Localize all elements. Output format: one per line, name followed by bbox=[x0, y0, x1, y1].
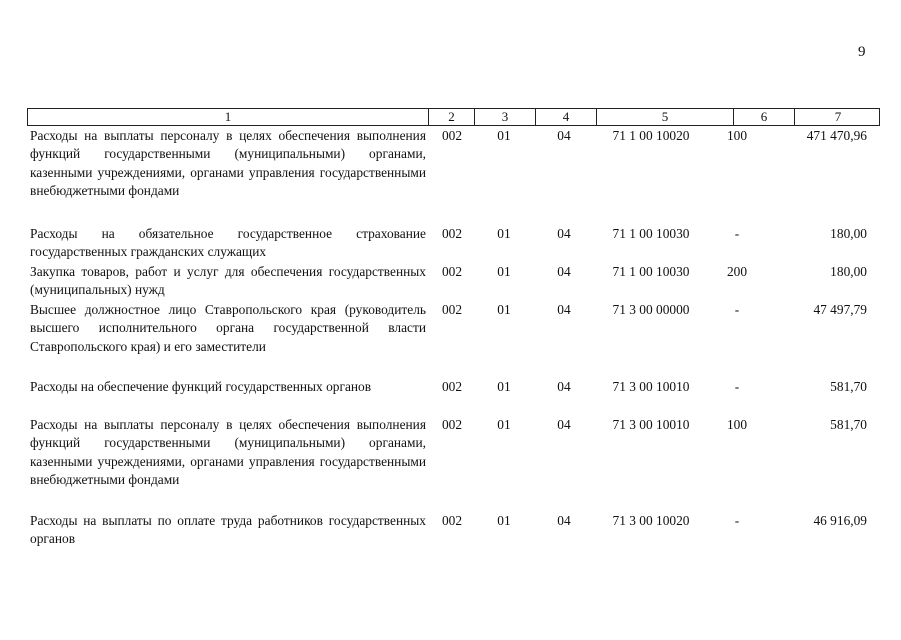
row-subsection-cell: 04 bbox=[557, 264, 571, 279]
row-target-article-cell: 71 3 00 10010 bbox=[612, 379, 690, 394]
column-header-6: 6 bbox=[733, 109, 794, 125]
column-header-1: 1 bbox=[224, 109, 232, 124]
row-expense-type-cell: - bbox=[734, 379, 740, 394]
row-amount-cell: 581,70 bbox=[830, 379, 867, 394]
row-expense-type-cell: 100 bbox=[726, 417, 748, 432]
row-expense-type-cell: - bbox=[734, 513, 740, 528]
column-header-3: 3 bbox=[474, 109, 535, 125]
row-target-article-cell: 71 1 00 10020 bbox=[612, 128, 690, 143]
row-code-cell: 002 bbox=[441, 264, 463, 279]
column-header-5: 5 bbox=[596, 109, 733, 125]
row-section-cell: 01 bbox=[497, 379, 511, 394]
row-expense-type-cell: 100 bbox=[726, 128, 748, 143]
row-subsection-cell: 04 bbox=[557, 226, 571, 241]
row-target-article-cell: 71 3 00 10010 bbox=[612, 417, 690, 432]
row-code-cell: 002 bbox=[441, 226, 463, 241]
row-target-article-cell: 71 1 00 10030 bbox=[612, 226, 690, 241]
row-amount-cell: 180,00 bbox=[830, 226, 867, 241]
row-expense-type-cell: 200 bbox=[726, 264, 748, 279]
row-name-cell: Высшее должностное лицо Ставропольского края (руководитель высшего исполнительного органа государственной власти Ставропольского края) и его заместители bbox=[30, 302, 426, 354]
row-name-cell: Расходы на выплаты по оплате труда работников государственных органов bbox=[30, 513, 426, 547]
row-section-cell: 01 bbox=[497, 264, 511, 279]
row-section-cell: 01 bbox=[497, 417, 511, 432]
row-code-cell: 002 bbox=[441, 302, 463, 317]
row-subsection-cell: 04 bbox=[557, 513, 571, 528]
row-amount-cell: 471 470,96 bbox=[806, 128, 867, 143]
row-target-article-cell: 71 1 00 10030 bbox=[612, 264, 690, 279]
column-header-4: 4 bbox=[535, 109, 596, 125]
table-header-row bbox=[27, 108, 880, 126]
row-code-cell: 002 bbox=[441, 128, 463, 143]
row-section-cell: 01 bbox=[497, 513, 511, 528]
row-section-cell: 01 bbox=[497, 226, 511, 241]
row-section-cell: 01 bbox=[497, 302, 511, 317]
row-amount-cell: 180,00 bbox=[830, 264, 867, 279]
row-name-cell: Расходы на обязательное государственное страхование государственных гражданских служащих bbox=[30, 226, 426, 260]
row-target-article-cell: 71 3 00 10020 bbox=[612, 513, 690, 528]
row-code-cell: 002 bbox=[441, 417, 463, 432]
row-code-cell: 002 bbox=[441, 513, 463, 528]
row-subsection-cell: 04 bbox=[557, 379, 571, 394]
row-code-cell: 002 bbox=[441, 379, 463, 394]
row-name-cell: Расходы на выплаты персоналу в целях обеспечения выполнения функций государственными (муниципальными) органами, казенными учреждениями, органами управления государственными внебюджетными фондами bbox=[30, 417, 426, 487]
row-name-cell: Закупка товаров, работ и услуг для обеспечения государственных (муниципальных) нужд bbox=[30, 264, 426, 298]
row-target-article-cell: 71 3 00 00000 bbox=[612, 302, 690, 317]
row-expense-type-cell: - bbox=[734, 302, 740, 317]
row-name-cell: Расходы на обеспечение функций государственных органов bbox=[30, 379, 372, 394]
page-number: 9 bbox=[858, 44, 866, 60]
column-header-7: 7 bbox=[794, 109, 881, 125]
row-amount-cell: 47 497,79 bbox=[813, 302, 867, 317]
row-subsection-cell: 04 bbox=[557, 302, 571, 317]
row-expense-type-cell: - bbox=[734, 226, 740, 241]
row-amount-cell: 46 916,09 bbox=[813, 513, 867, 528]
row-name-cell: Расходы на выплаты персоналу в целях обеспечения выполнения функций государственными (муниципальными) органами, казенными учреждениями, органами управления государственными внебюджетными фондами bbox=[30, 128, 426, 198]
row-subsection-cell: 04 bbox=[557, 417, 571, 432]
column-header-2: 2 bbox=[428, 109, 474, 125]
row-section-cell: 01 bbox=[497, 128, 511, 143]
row-amount-cell: 581,70 bbox=[830, 417, 867, 432]
row-subsection-cell: 04 bbox=[557, 128, 571, 143]
